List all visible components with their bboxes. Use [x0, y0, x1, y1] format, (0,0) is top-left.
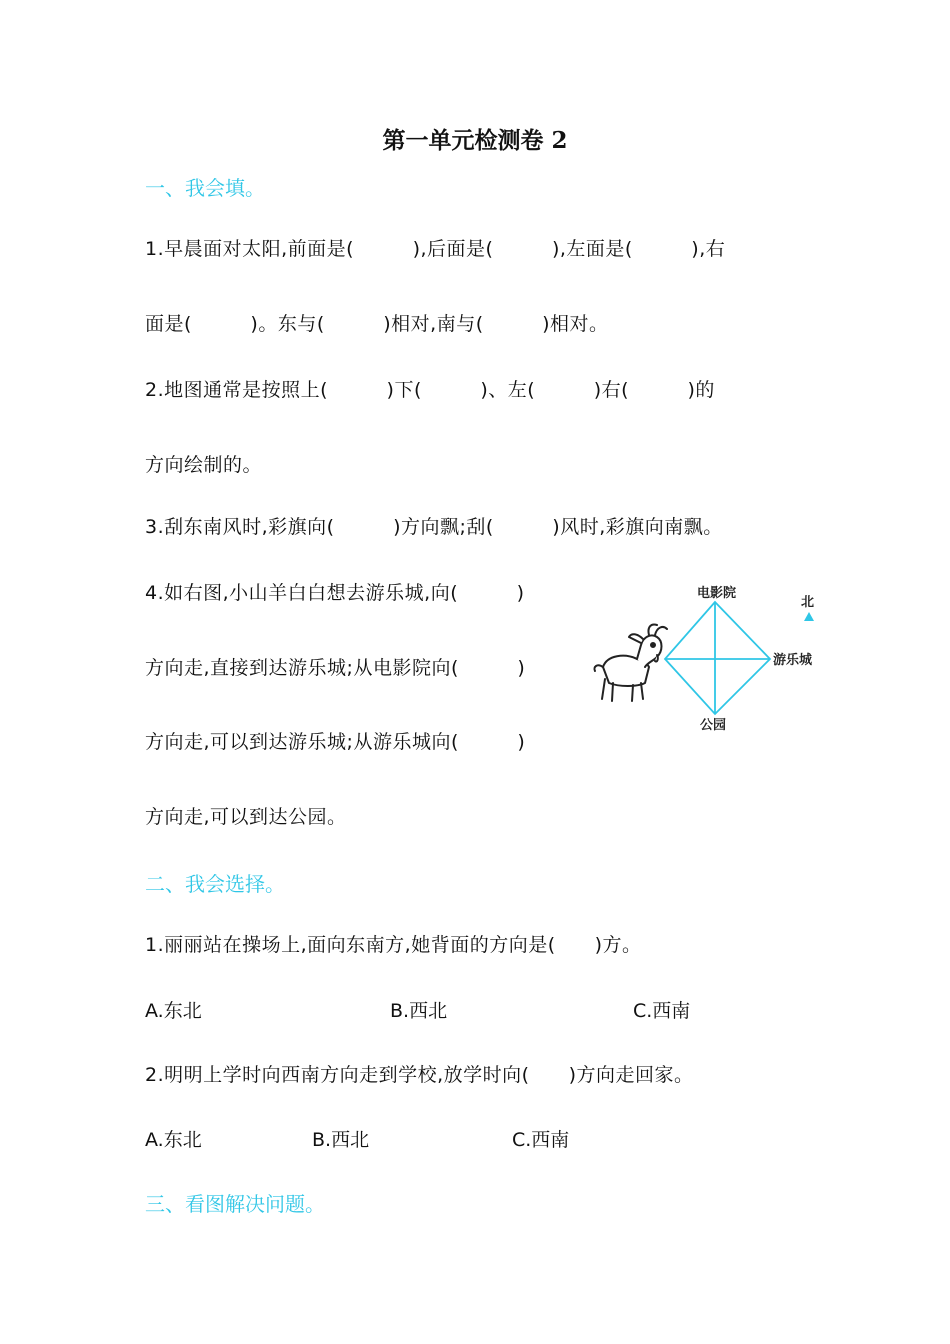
q3-line-1: 3.刮东南风时,彩旗向( )方向飘;刮( )风时,彩旗向南飘。 — [145, 516, 723, 538]
q1-line-1: 1.早晨面对太阳,前面是( ),后面是( ),左面是( ),右 — [145, 238, 726, 260]
q4-line-4: 方向走,可以到达公园。 — [145, 806, 347, 828]
direction-map-figure — [585, 575, 840, 745]
section-heading-fill: 一、我会填。 — [145, 176, 265, 200]
north-arrow-icon — [804, 612, 814, 621]
label-cinema: 电影院 — [697, 586, 737, 601]
goat-illustration — [594, 624, 667, 701]
q1-line-2: 面是( )。东与( )相对,南与( )相对。 — [145, 313, 609, 335]
q4-line-3: 方向走,可以到达游乐城;从游乐城向( ) — [145, 731, 526, 753]
choice-q2-option-a: A.东北 — [145, 1129, 202, 1151]
choice-q1-stem: 1.丽丽站在操场上,面向东南方,她背面的方向是( )方。 — [145, 934, 642, 956]
choice-q1-option-a: A.东北 — [145, 1000, 202, 1022]
section-heading-choice: 二、我会选择。 — [145, 872, 285, 896]
q4-line-1: 4.如右图,小山羊白白想去游乐城,向( ) — [145, 582, 525, 604]
page-title: 第一单元检测卷 2 — [382, 127, 568, 154]
label-amusement-park: 游乐城 — [773, 653, 813, 668]
label-north: 北 — [801, 595, 815, 610]
direction-map-svg — [585, 575, 840, 745]
choice-q2-option-b: B.西北 — [312, 1129, 370, 1151]
choice-q1-option-b: B.西北 — [390, 1000, 448, 1022]
q2-line-2: 方向绘制的。 — [145, 454, 263, 476]
label-park: 公园 — [700, 718, 727, 733]
q4-line-2: 方向走,直接到达游乐城;从电影院向( ) — [145, 657, 526, 679]
q2-line-1: 2.地图通常是按照上( )下( )、左( )右( )的 — [145, 379, 715, 401]
choice-q1-option-c: C.西南 — [633, 1000, 691, 1022]
choice-q2-stem: 2.明明上学时向西南方向走到学校,放学时向( )方向走回家。 — [145, 1064, 694, 1086]
diamond-lines — [665, 602, 770, 714]
choice-q2-option-c: C.西南 — [512, 1129, 570, 1151]
section-heading-problem: 三、看图解决问题。 — [145, 1192, 325, 1216]
